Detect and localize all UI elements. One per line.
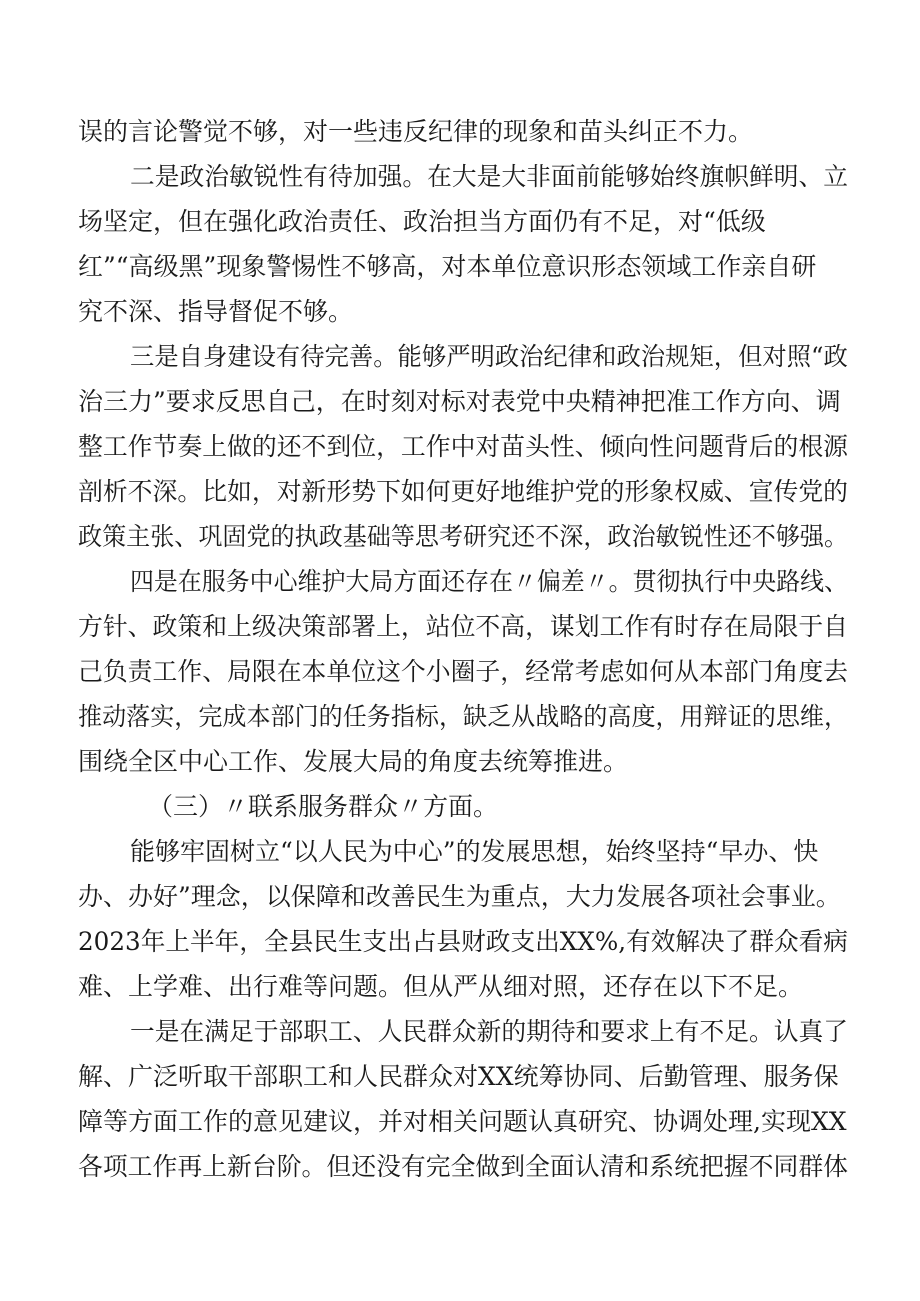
text-line-4: 红”“高级黑”现象警惕性不够高，对本单位意识形态领域工作亲自研 xyxy=(78,252,817,281)
text-line-19: 2023年上半年，全县民生支出占县财政支出XX%,有效解决了群众看病 xyxy=(78,927,848,956)
text-line-3: 场坚定，但在强化政治责任、政治担当方面仍有不足，对“低级 xyxy=(78,207,766,236)
text-line-2: 二是政治敏锐性有待加强。在大是大非面前能够始终旗帜鲜明、立 xyxy=(130,162,849,191)
text-line-17: 能够牢固树立“以人民为中心”的发展思想，始终坚持“早办、快 xyxy=(130,837,819,866)
text-line-7: 治三力”要求反思自己，在时刻对标对表党中央精神把准工作方向、调 xyxy=(78,387,841,416)
text-line-14: 推动落实，完成本部门的任务指标，缺乏从战略的高度，用辩证的思维， xyxy=(78,702,849,731)
text-line-9: 剖析不深。比如，对新形势下如何更好地维护党的形象权威、宣传党的 xyxy=(78,477,849,506)
text-line-6: 三是自身建设有待完善。能够严明政治纪律和政治规矩，但对照“政 xyxy=(130,342,848,371)
text-line-11: 四是在服务中心维护大局方面还存在〃偏差〃。贯彻执行中央路线、 xyxy=(130,567,849,596)
text-line-22: 解、广泛听取干部职工和人民群众对XX统筹协同、后勤管理、服务保 xyxy=(78,1062,839,1091)
text-line-18: 办、办好”理念，以保障和改善民生为重点，大力发展各项社会事业。 xyxy=(78,882,841,911)
text-line-5: 究不深、指导督促不够。 xyxy=(78,297,354,326)
text-line-20: 难、上学难、出行难等问题。但从严从细对照，还存在以下不足。 xyxy=(78,972,804,1001)
text-line-12: 方针、政策和上级决策部署上，站位不高，谋划工作有时存在局限于自 xyxy=(78,612,849,641)
text-line-15: 围绕全区中心工作、发展大局的角度去统筹推进。 xyxy=(78,747,629,776)
section-heading: （三）〃联系服务群众〃方面。 xyxy=(148,792,499,821)
text-line-13: 己负责工作、局限在本单位这个小圈子，经常考虑如何从本部门角度去 xyxy=(78,657,849,686)
text-line-10: 政策主张、巩固党的执政基础等思考研究还不深，政治敏锐性还不够强。 xyxy=(78,522,849,551)
text-line-1: 误的言论警觉不够，对一些违反纪律的现象和苗头纠正不力。 xyxy=(78,117,754,146)
text-line-21: 一是在满足于部职工、人民群众新的期待和要求上有不足。认真了 xyxy=(130,1017,849,1046)
text-line-8: 整工作节奏上做的还不到位，工作中对苗头性、倾向性问题背后的根源 xyxy=(78,432,849,461)
text-line-24: 各项工作再上新台阶。但还没有完全做到全面认清和系统把握不同群体 xyxy=(78,1152,849,1181)
text-line-23: 障等方面工作的意见建议，并对相关问题认真研究、协调处理,实现XX xyxy=(78,1107,847,1136)
